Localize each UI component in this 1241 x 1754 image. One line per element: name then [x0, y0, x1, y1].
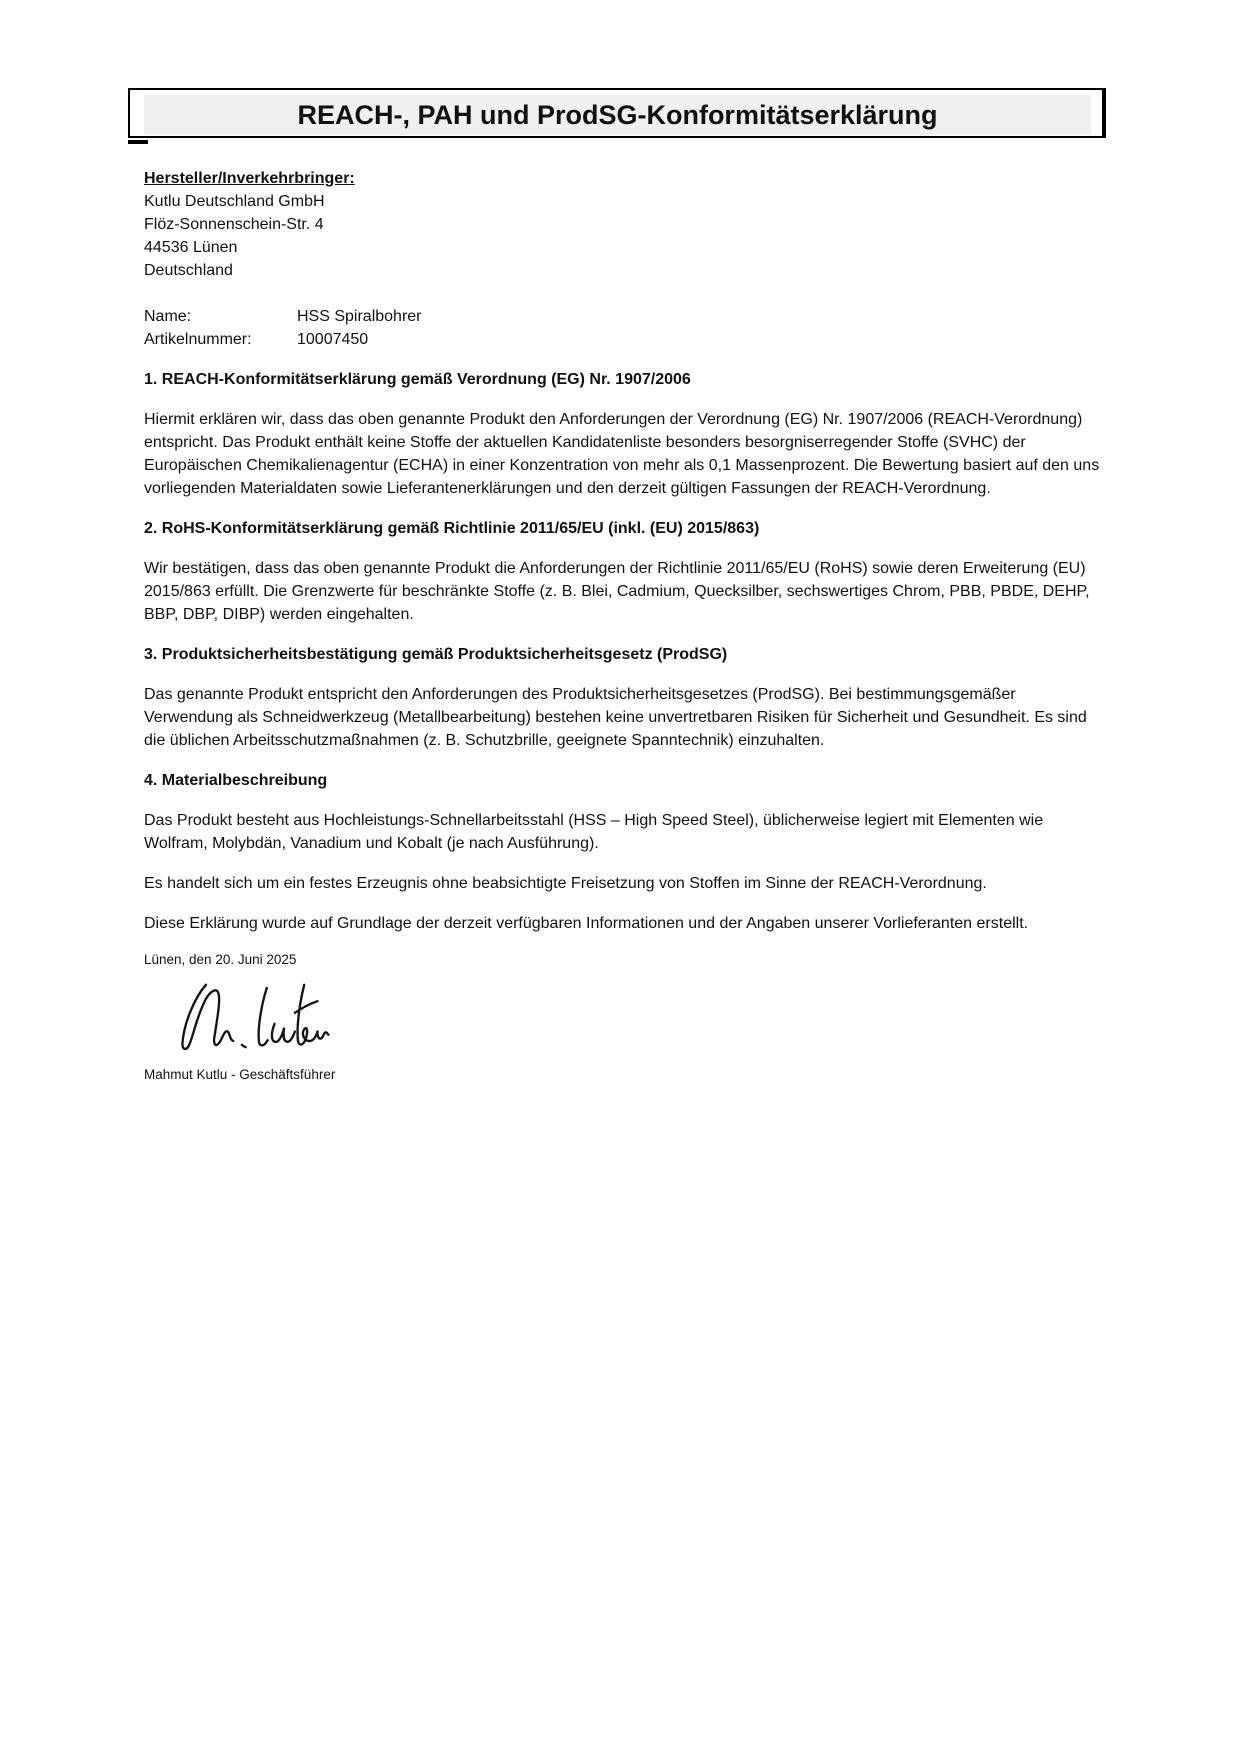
- section-material-paragraph-2: Es handelt sich um ein festes Erzeugnis ohne beabsichtigte Freisetzung von Stoffen im Sinne der REACH-Verordnung.: [144, 875, 987, 892]
- article-number-label: Artikelnummer:: [144, 331, 252, 348]
- section-material-paragraph-3: Diese Erklärung wurde auf Grundlage der derzeit verfügbaren Informationen und der Angaben unserer Vorlieferanten erstellt.: [144, 915, 1029, 932]
- document-title-box: [128, 88, 1106, 138]
- product-name-row: [144, 305, 1106, 328]
- place-date-line: Lünen, den 20. Juni 2025: [144, 952, 297, 967]
- closing-block: [144, 950, 1106, 1084]
- section-reach-paragraph: Hiermit erklären wir, dass das oben genannte Produkt den Anforderungen der Verordnung (EG) Nr. 1907/2006 (REACH-Verordnung) entspricht. Das Produkt enthält keine Stoffe der aktuellen Kandidatenliste besonders besorgniserregender Stoffe (SVHC) der Europäischen Chemikalienagentur (ECHA) in einer Konzentration von mehr als 0,1 Massenprozent. Die Bewertung basiert auf den uns vorliegenden Materialdaten sowie Lieferantenerklärungen und den derzeit gültigen Fassungen der REACH-Verordnung.: [144, 411, 1100, 497]
- section-material-paragraph-1: Das Produkt besteht aus Hochleistungs-Schnellarbeitsstahl (HSS – High Speed Steel), üblicherweise legiert mit Elementen wie Wolfram, Molybdän, Vanadium und Kobalt (je nach Ausführung).: [144, 812, 1044, 852]
- document-body: [144, 167, 1106, 1084]
- section-prodsg-paragraph: Das genannte Produkt entspricht den Anforderungen des Produktsicherheitsgesetzes (ProdSG). Bei bestimmungsgemäßer Verwendung als Schneidwerkzeug (Metallbearbeitung) bestehen keine unvertretbaren Risiken für Sicherheit und Gesundheit. Es sind die üblichen Arbeitsschutzmaßnahmen (z. B. Schutzbrille, geeignete Spanntechnik) einzuhalten.: [144, 686, 1087, 749]
- product-info-block: [144, 305, 1106, 351]
- section-reach: [144, 368, 1106, 500]
- section-reach-heading: 1. REACH-Konformitätserklärung gemäß Verordnung (EG) Nr. 1907/2006: [144, 371, 691, 388]
- manufacturer-country: Deutschland: [144, 262, 233, 279]
- product-name-value: HSS Spiralbohrer: [297, 308, 422, 325]
- article-number-row: [144, 328, 1106, 351]
- section-prodsg-heading: 3. Produktsicherheitsbestätigung gemäß Produktsicherheitsgesetz (ProdSG): [144, 646, 728, 663]
- section-prodsg: [144, 643, 1106, 752]
- document-title-background: [144, 95, 1091, 135]
- signature-image: [170, 977, 1106, 1059]
- manufacturer-city: 44536 Lünen: [144, 239, 238, 256]
- section-material-heading: 4. Materialbeschreibung: [144, 772, 328, 789]
- product-name-label: Name:: [144, 308, 192, 325]
- section-rohs: [144, 517, 1106, 626]
- document-title: REACH-, PAH und ProdSG-Konformitätserklärung: [297, 99, 938, 130]
- section-rohs-heading: 2. RoHS-Konformitätserklärung gemäß Richtlinie 2011/65/EU (inkl. (EU) 2015/863): [144, 520, 760, 537]
- manufacturer-heading: Hersteller/Inverkehrbringer:: [144, 170, 355, 187]
- manufacturer-street: Flöz-Sonnenschein-Str. 4: [144, 216, 324, 233]
- manufacturer-company: Kutlu Deutschland GmbH: [144, 193, 325, 210]
- manufacturer-block: [144, 167, 1106, 282]
- article-number-value: 10007450: [297, 331, 369, 348]
- section-material: [144, 769, 1106, 935]
- section-rohs-paragraph: Wir bestätigen, dass das oben genannte Produkt die Anforderungen der Richtlinie 2011/65/EU (RoHS) sowie deren Erweiterung (EU) 2015/863 erfüllt. Die Grenzwerte für beschränkte Stoffe (z. B. Blei, Cadmium, Quecksilber, sechswertiges Chrom, PBB, PBDE, DEHP, BBP, DBP, DIBP) werden eingehalten.: [144, 560, 1090, 623]
- signatory-name: Mahmut Kutlu - Geschäftsführer: [144, 1066, 336, 1082]
